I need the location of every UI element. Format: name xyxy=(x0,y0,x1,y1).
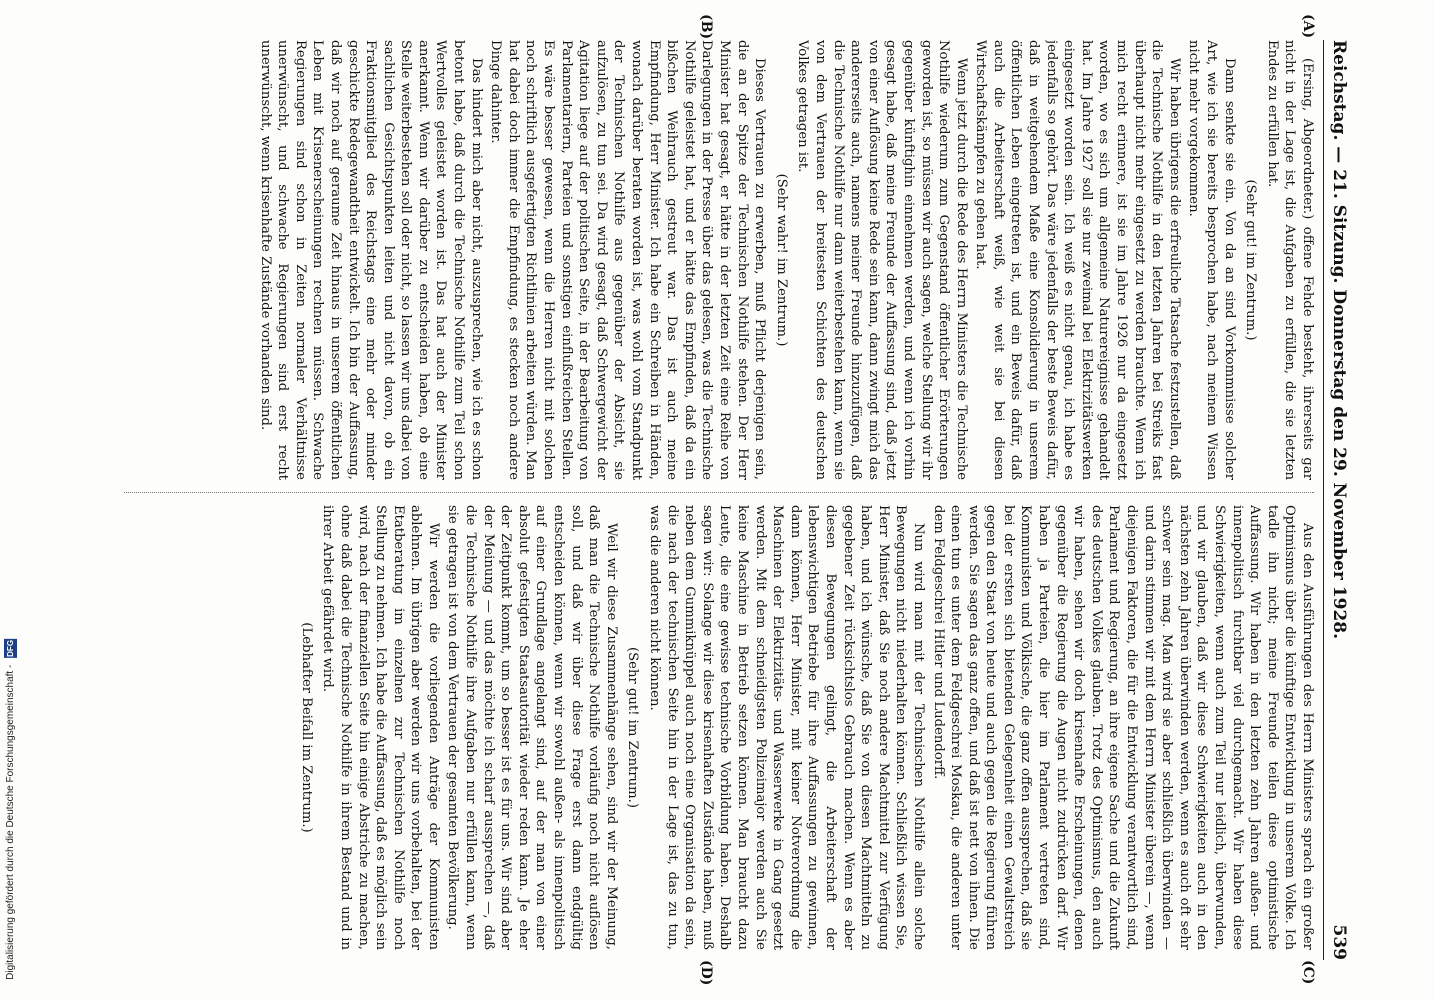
interjection: (Sehr gut! im Zentrum.) xyxy=(1243,179,1259,341)
right-column xyxy=(116,505,1316,950)
paragraph: Dann senkte sie ein. Von da an sind Vorkommnisse solcher Art, wie ich sie bereits besprochen habe, nach meinem Wissen nicht mehr vorgekommen. xyxy=(1186,40,1237,480)
footer-credit xyxy=(4,639,17,980)
paragraph: Dieses Vertrauen zu erwerben, muß Pflicht derjenigen sein, die an der Spitze der Technischen Nothilfe stehen. Der Herr Minister hat gesagt, er hätte in der letzten Zeit eine Reihe von Darlegungen in der Presse über das gelesen, was die Technische Nothilfe geleistet hat, und er hätte das Empfinden, daß da ein bißchen Weihrauch gestreut war. Das ist auch meine Empfindung, Herr Minister. Ich habe ein Schreiben in Händen, wonach darüber beraten worden ist, was wohl vom Standpunkt der Technischen Nothilfe aus gegenüber der Absicht, sie aufzulösen, zu tun sei. Da wird gesagt, daß Schwergewicht der Agitation liege auf der politischen Seite, in der Bearbeitung von Parlamentariern, Parteien und sonstigen einflußreichen Stellen. Es wäre besser gewesen, wenn die Herren nicht mit solchen noch schriftlich ausgefertigten Richtlinien arbeiten würden. Man hat dabei doch immer die Empfindung, es stecken noch andere Dinge dahinter. xyxy=(488,40,768,480)
interjection: (Sehr gut! im Zentrum.) xyxy=(625,646,641,808)
paragraph: Weil wir diese Zusammenhänge sehen, sind wir der Meinung, daß man die Technische Nothilfe vorläufig noch nicht auflösen soll, und daß wir über diese Frage erst dann endgültig entscheiden können, wenn wir sowohl außen- als innenpolitisch auf einer Grundlage angelangt sind, auf der man von einer absolut gefestigten Staatsautorität wieder reden kann. Je eher der Zeitpunkt kommt, um so besser ist es für uns. Wir sind aber der Meinung — und das möchte ich scharf aussprechen —, daß die Technische Nothilfe ihre Aufgaben nur erfüllen kann, wenn sie getragen ist von dem Vertrauen der gesamten Bevölkerung. xyxy=(445,505,619,950)
interjection: (Lebhafter Beifall im Zentrum.) xyxy=(298,622,314,833)
paragraph: Wenn jetzt durch die Rede des Herrn Ministers die Technische Nothilfe wiederum zum Gegenstand öffentlicher Erörterungen geworden ist, so müssen wir auch sagen, welche Stellung wir ihr gegenüber künftighin einnehmen werden, und wenn ich vorhin gesagt habe, daß meine Freunde der Auffassung sind, daß jetzt von einer Auflösung keine Rede sein kann, dann zwingt mich das andererseits auch, namens meiner Freunde hinzuzufügen, daß die Technische Nothilfe nur dann weiterbestehen kann, wenn sie von dem Vertrauen der breitesten Schichten des deutschen Volkes getragen ist. xyxy=(795,40,969,480)
page-number: 539 xyxy=(1329,924,1349,960)
rotated-page-content xyxy=(94,0,1434,1000)
footer-credit-text: Digitalisierung gefördert durch die Deutsche Forschungsgemeinschaft - xyxy=(4,664,16,980)
margin-mark-b: (B) xyxy=(698,14,714,40)
margin-mark-a: (A) xyxy=(1300,14,1316,39)
page-header xyxy=(1323,40,1354,960)
paragraph: (Ersing, Abgeordneter.) offene Fehde besteht, ihrerseits gar nicht in der Lage ist, die Aufgaben zu erfüllen, die sie letzten Endes zu erfüllen hat. xyxy=(1264,40,1315,480)
paragraph: Das hindert mich aber nicht, auszusprechen, wie ich es schon betont habe, daß durch die Technische Nothilfe zum Teil schon Wertvolles geleistet worden ist. Das hat auch der Minister anerkannt. Wenn wir darüber zu entscheiden haben, ob eine Stelle weiterbestehen soll oder nicht, so lassen wir uns dabei von sachlichen Gesichtspunkten leiten und nicht davon, ob ein Fraktionsmitglied des Reichstags eine mehr oder minder geschickte Redegewandtheit entwickelt. Ich bin der Auffassung, daß wir noch auf geraume Zeit hinaus in unserem öffentlichen Leben mit Krisenerscheinungen rechnen müssen. Schwache Regierungen sind schon in Zeiten normaler Verhältnisse unerwünscht, und schwache Regierungen sind erst recht unerwünscht, wenn krisenhafte Zustände vorhanden sind. xyxy=(257,40,484,480)
paragraph: Wir haben übrigens die erfreuliche Tatsache festzustellen, daß die Technische Nothilfe in den letzten Jahren bei Streiks fast überhaupt nicht mehr eingesetzt zu werden brauchte. Wenn ich mich recht erinnere, ist sie im Jahre 1926 nur da eingesetzt worden, wo es sich um allgemeine Naturereignisse gehandelt hat. Im Jahre 1927 soll sie nur zweimal bei Elektrizitätswerken eingesetzt worden sein. Ich weiß es nicht genau, ich habe es jedenfalls so gehört. Das wäre jedenfalls der beste Beweis dafür, daß in weitgehendem Maße eine Konsolidierung in unserem öffentlichen Leben eingetreten ist, und ein Beweis dafür, daß auch die Arbeiterschaft weiß, wie weit sie bei diesen Wirtschaftskämpfen zu gehen hat. xyxy=(973,40,1182,480)
header-title: Reichstag. — 21. Sitzung. Donnerstag den 29. November 1928. xyxy=(1329,40,1349,640)
left-column xyxy=(116,40,1316,480)
interjection: (Sehr wahr! im Zentrum.) xyxy=(773,173,789,347)
paragraph: Aus den Ausführungen des Herrn Ministers sprach ein großer Optimismus über die künftige Entwicklung in unserem Volke. Ich tadle ihn nicht; meine Freunde teilen diese optimistische Auffassung. Wir haben in den letzten zehn Jahren außen- und innenpolitisch furchtbar viel durchgemacht. Wir haben diese Schwierigkeiten, wenn auch zum Teil nur leidlich, überwunden, und wir glauben, daß wir diese Schwierigkeiten auch in den nächsten zehn Jahren überwinden werden, wenn es auch oft sehr schwer sein mag. Man wird sie aber schließlich überwinden — und darin stimmen wir mit dem Herrn Minister überein —, wenn diejenigen Faktoren, die für die Entwicklung verantwortlich sind, Parlament und Regierung, an ihre eigene Sache und die Zukunft des deutschen Volkes glauben. Trotz des Optimismus, den auch wir haben, sehen wir doch krisenhafte Erscheinungen, denen gegenüber die Regierung die Augen nicht zudrücken darf. Wir haben ja Parteien, die hier im Parlament vertreten sind, Kommunisten und Völkische, die ganz offen aussprechen, daß sie bei der ersten sich bietenden Gelegenheit einen Gewaltstreich gegen den Staat von heute und auch gegen die Regierung führen werden. Sie sagen das ganz offen, und daß ist nett von ihnen. Die einen tun es unter dem Feldgeschrei Moskau, die anderen unter dem Feldgeschrei Hitler und Ludendorff. xyxy=(930,505,1315,950)
footer-band xyxy=(0,0,20,1000)
paragraph: Nun wird man mit der Technischen Nothilfe allein solche Bewegungen nicht niederhalten können. Schließlich wissen Sie, Herr Minister, daß Sie noch andere Machtmittel zur Verfügung haben, und ich wünsche, daß Sie von diesen Machtmitteln zu gegebener Zeit rücksichtslos Gebrauch machen. Wenn es aber diesen Bewegungen gelingt, die Arbeiterschaft der lebenswichtigen Betriebe für ihre Auffassungen zu gewinnen, dann können, Herr Minister, mit keiner Notverordnung die Maschinen der Elektrizitäts- und Wasserwerke in Gang gesetzt werden. Mit dem schneidigsten Polizeimajor werden auch Sie keine Maschine in Betrieb setzen können. Man braucht dazu Leute, die eine gewisse technische Vorbildung haben. Deshalb sagen wir: Solange wir diese krisenhaften Zustände haben, muß neben dem Gummiknüppel auch noch eine Organisation da sein, die nach der technischen Seite hin in der Lage ist, das zu tun, was die anderen nicht können. xyxy=(647,505,926,950)
dfg-logo: DFG xyxy=(5,640,15,658)
margin-mark-c: (C) xyxy=(1300,960,1316,985)
column-divider xyxy=(124,492,1314,493)
margin-mark-d: (D) xyxy=(698,960,714,986)
paragraph: Wir werden die vorliegenden Anträge der Kommunisten ablehnen. Im übrigen aber werden wir uns vorbehalten, bei der Etatberatung im einzelnen zur Technischen Nothilfe noch Stellung zu nehmen. Ich habe die Auffassung, daß es möglich sein wird, nach der finanziellen Seite hin einige Abstriche zu machen, ohne daß dabei die Technische Nothilfe in ihrem Bestand und in ihrer Arbeit gefährdet wird. xyxy=(320,505,441,950)
